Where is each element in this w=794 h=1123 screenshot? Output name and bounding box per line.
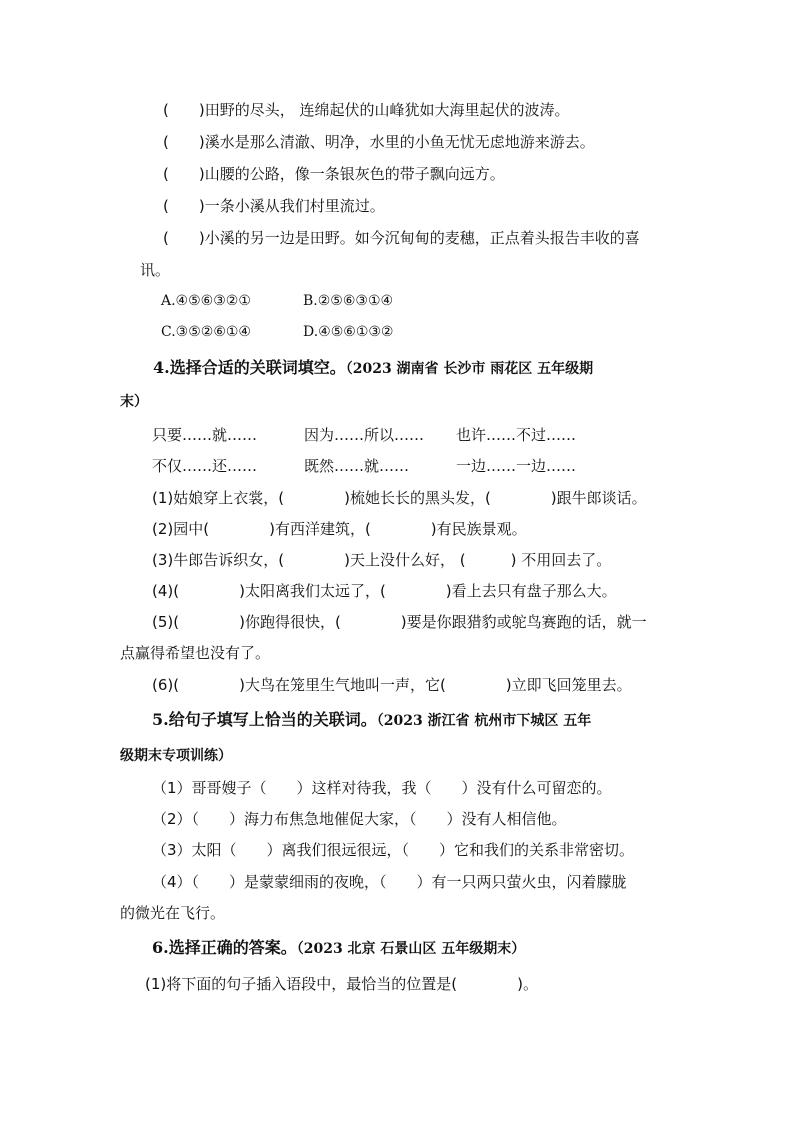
q3-item-5-continued: 讯。 [140, 261, 171, 279]
q6-sentence-1: (1)将下面的句子插入语段中，最恰当的位置是( )。 [145, 975, 538, 993]
q5-sentence-3: （3）太阳（ ）离我们很远很远，（ ）它和我们的关系非常密切。 [152, 841, 635, 859]
q6-title: 6.选择正确的答案。 [152, 938, 297, 957]
q5-heading-continued [120, 744, 232, 767]
q5-heading [152, 709, 591, 732]
q4-sentence-4: (4)( )太阳离我们太远了，( )看上去只有盘子那么大。 [152, 582, 617, 600]
q4-heading [153, 357, 593, 380]
q4-sentence-3: (3)牛郎告诉织女，( )天上没什么好， ( ) 不用回去了。 [152, 551, 612, 569]
q3-option-b: B.②⑤⑥③①④ [303, 293, 394, 309]
q4-word-pair: 一边……一边…… [456, 457, 577, 475]
q5-source: （2023 浙江省 杭州市下城区 五年 [376, 713, 592, 729]
q3-option-d: D.④⑤⑥①③② [303, 324, 394, 340]
q3-option-a: A.④⑤⑥③②① [161, 293, 251, 309]
q4-word-pair: 不仅……还…… [152, 457, 258, 475]
q4-source: （2023 湖南省 长沙市 雨花区 五年级期 [345, 361, 594, 377]
q5-sentence-4-continued: 的微光在飞行。 [120, 904, 226, 922]
q4-word-pair: 既然……就…… [304, 457, 410, 475]
q3-item-3: ( )山腰的公路，像一条银灰色的带子飘向远方。 [163, 165, 505, 183]
q4-sentence-5-continued: 点赢得希望也没有了。 [120, 644, 271, 662]
q3-item-4: ( )一条小溪从我们村里流过。 [163, 197, 385, 215]
q4-heading-continued [120, 390, 148, 413]
q4-sentence-5: (5)( )你跑得很快，( )要是你跟猎豹或鸵鸟赛跑的话，就一 [152, 613, 647, 631]
q4-word-pair: 只要……就…… [152, 426, 258, 444]
q4-sentence-1: (1)姑娘穿上衣裳，( )梳她长长的黑头发，( )跟牛郎谈话。 [152, 489, 647, 507]
q6-source: （2023 北京 石景山区 五年级期末） [296, 941, 526, 957]
q5-sentence-1: （1）哥哥嫂子（ ）这样对待我，我（ ）没有什么可留恋的。 [152, 779, 612, 797]
q4-word-pair: 也许……不过…… [456, 426, 577, 444]
q3-item-5: ( )小溪的另一边是田野。如今沉甸甸的麦穗，正点着头报告丰收的喜 [163, 229, 640, 247]
q4-title: 4.选择合适的关联词填空。 [153, 358, 346, 377]
q5-sentence-4: （4）（ ）是蒙蒙细雨的夜晚，（ ）有一只两只萤火虫，闪着朦胧 [152, 873, 627, 891]
q4-sentence-2: (2)园中( )有西洋建筑，( )有民族景观。 [152, 520, 527, 538]
q4-sentence-6: (6)( )大鸟在笼里生气地叫一声，它( )立即飞回笼里去。 [152, 676, 632, 694]
q3-option-c: C.③⑤②⑥①④ [161, 324, 251, 340]
q3-item-2: ( )溪水是那么清澈、明净，水里的小鱼无忧无虑地游来游去。 [163, 133, 595, 151]
q5-title: 5.给句子填写上恰当的关联词。 [152, 710, 377, 729]
q3-item-1: ( )田野的尽头， 连绵起伏的山峰犹如大海里起伏的波涛。 [163, 101, 570, 119]
q4-source-continued: 末） [120, 394, 148, 410]
q4-word-pair: 因为……所以…… [304, 426, 425, 444]
q5-source-continued: 级期末专项训练） [120, 748, 232, 764]
q6-heading [152, 937, 525, 960]
q5-sentence-2: （2）（ ）海力布焦急地催促大家，（ ）没有人相信他。 [152, 810, 567, 828]
